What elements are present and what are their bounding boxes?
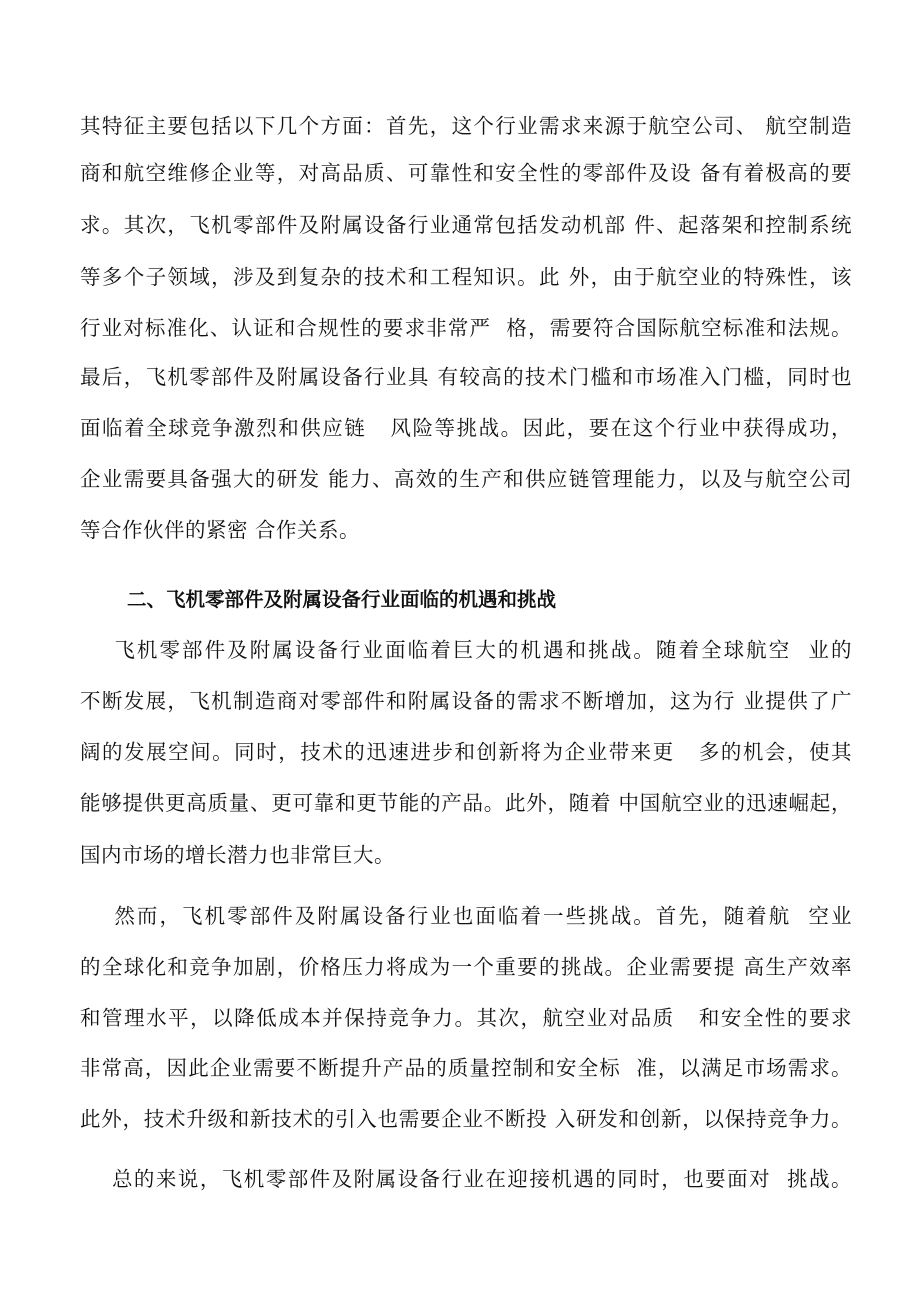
text-line: 商和航空维修企业等，对高品质、可靠性和安全性的零部件及设 备有着极高的要 <box>80 161 852 185</box>
text-line: 等合作伙伴的紧密 合作关系。 <box>80 518 361 542</box>
text-line: 企业需要具备强大的研发 能力、高效的生产和供应链管理能力，以及与航空公司 <box>80 467 852 491</box>
text-line: 国内市场的增长潜力也非常巨大。 <box>80 843 395 867</box>
text-line: 此外，技术升级和新技术的引入也需要企业不断投 入研发和创新，以保持竞争力。 <box>80 1107 852 1131</box>
text-line: 飞机零部件及附属设备行业面临着巨大的机遇和挑战。随着全球航空 业的 <box>80 638 852 662</box>
section-heading: 二、飞机零部件及附属设备行业面临的机遇和挑战 <box>127 588 557 611</box>
text-line: 求。其次，飞机零部件及附属设备行业通常包括发动机部 件、起落架和控制系统 <box>80 213 852 237</box>
text-line: 不断发展，飞机制造商对零部件和附属设备的需求不断增加，这为行 业提供了广 <box>80 689 852 713</box>
text-line: 行业对标准化、认证和合规性的要求非常严 格，需要符合国际航空标准和法规。 <box>80 316 852 340</box>
text-line: 和管理水平，以降低成本并保持竞争力。其次，航空业对品质 和安全性的要求 <box>80 1006 852 1030</box>
text-line: 总的来说，飞机零部件及附属设备行业在迎接机遇的同时，也要面对 挑战。 <box>80 1167 852 1191</box>
text-line: 阔的发展空间。同时，技术的迅速进步和创新将为企业带来更 多的机会，使其 <box>80 740 852 764</box>
text-line: 的全球化和竞争加剧，价格压力将成为一个重要的挑战。企业需要提 高生产效率 <box>80 955 852 979</box>
text-line: 等多个子领域，涉及到复杂的技术和工程知识。此 外，由于航空业的特殊性，该 <box>80 265 852 289</box>
text-line: 其特征主要包括以下几个方面：首先，这个行业需求来源于航空公司、 航空制造 <box>80 114 852 138</box>
text-line: 面临着全球竞争激烈和供应链 风险等挑战。因此，要在这个行业中获得成功， <box>80 416 852 440</box>
text-line: 然而，飞机零部件及附属设备行业也面临着一些挑战。首先，随着航 空业 <box>80 904 852 928</box>
text-line: 能够提供更高质量、更可靠和更节能的产品。此外，随着 中国航空业的迅速崛起， <box>80 791 852 815</box>
text-line: 非常高，因此企业需要不断提升产品的质量控制和安全标 准，以满足市场需求。 <box>80 1056 852 1080</box>
text-line: 最后，飞机零部件及附属设备行业具 有较高的技术门槛和市场准入门槛，同时也 <box>80 365 852 389</box>
